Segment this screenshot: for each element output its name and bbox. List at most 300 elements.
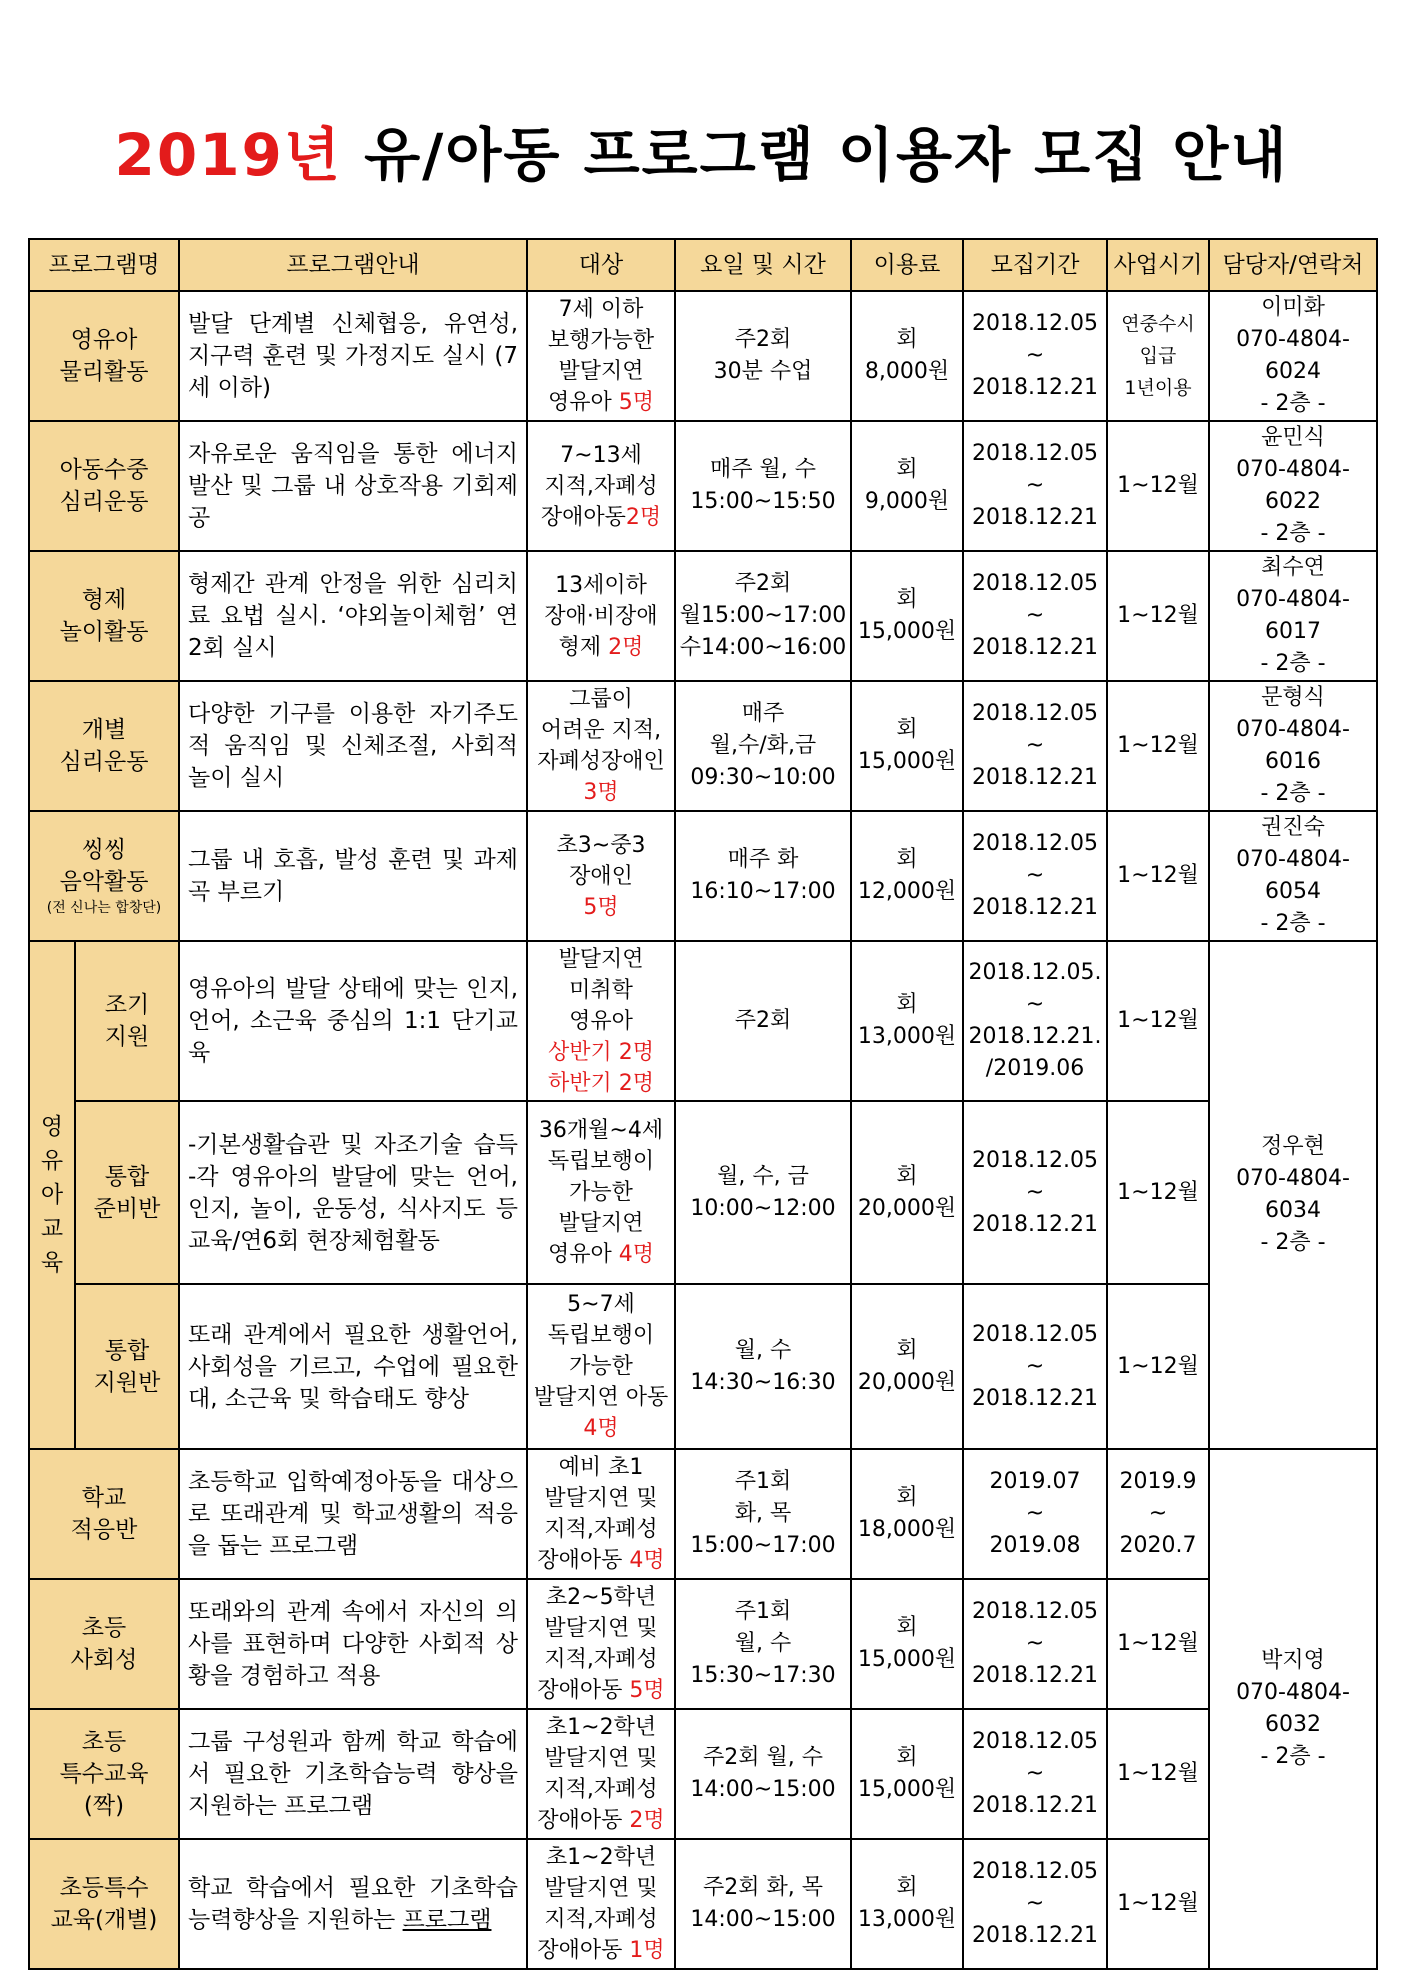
- target-line: 초1~2학년: [545, 1715, 657, 1740]
- schedule-line: 주1회: [734, 1599, 792, 1624]
- period-line: 2018.12.05: [972, 1729, 1098, 1754]
- contact-line: 이미화: [1261, 295, 1325, 320]
- target: [527, 551, 675, 681]
- recruit-period: [963, 421, 1107, 551]
- group-label-line: 아: [40, 1182, 64, 1208]
- contact-line: 권진숙: [1261, 815, 1325, 840]
- program-name-note: (전 신나는 합창단): [46, 900, 162, 916]
- fee-line: 회: [896, 717, 918, 742]
- period-line: 2018.12.21: [972, 635, 1098, 660]
- target-line: 지적,자폐성: [544, 1907, 658, 1932]
- period-line: 2018.12.21: [972, 1211, 1098, 1237]
- schedule-line: 15:00~15:50: [690, 489, 836, 514]
- target: [527, 1579, 675, 1709]
- schedule-line: 09:30~10:00: [690, 765, 836, 790]
- target: [527, 1839, 675, 1969]
- period-line: ~: [1025, 1631, 1045, 1656]
- target-group: 장애아동: [540, 504, 626, 530]
- schedule: [675, 941, 851, 1101]
- target-line: 7세 이하: [558, 297, 644, 322]
- program-description: [179, 1284, 527, 1449]
- recruit-period: [963, 1449, 1107, 1579]
- period-line: ~: [1025, 992, 1045, 1017]
- description-text: 발달 단계별 신체협응, 유연성, 지구력 훈련 및 가정지도 실시 (7세 이하): [188, 311, 518, 401]
- schedule-line: 화, 목: [734, 1501, 792, 1526]
- target: [527, 681, 675, 811]
- target: [527, 1284, 675, 1449]
- program-name-line: 개별: [81, 717, 127, 743]
- target-line: 독립보행이: [547, 1149, 655, 1174]
- description-text: 또래 관계에서 필요한 생활언어, 사회성을 기르고, 수업에 필요한 대, 소근육 및 학습태도 향상: [188, 1321, 518, 1412]
- business-period: [1107, 941, 1209, 1101]
- target-line: 초3~중3: [556, 832, 646, 858]
- target-line: 가능한: [569, 1354, 633, 1379]
- schedule-line: 15:00~17:00: [690, 1533, 836, 1558]
- fee-line: 회: [896, 847, 918, 872]
- target-line: 발달지연 및: [544, 1876, 658, 1901]
- program-name-line: 특수교육: [59, 1761, 149, 1787]
- description-text: 또래와의 관계 속에서 자신의 의사를 표현하며 다양한 사회적 상황을 경험하고 적용: [188, 1599, 518, 1689]
- period-line: ~: [1025, 343, 1045, 368]
- period-line: 2018.12.05: [972, 1321, 1098, 1347]
- recruit-period: [963, 681, 1107, 811]
- description-text: -기본생활습관 및 자조기술 습득 -각 영유아의 발달에 맞는 언어, 인지, 놀이, 운동성, 식사지도 등 교육/연6회 현장체험활동: [188, 1131, 518, 1254]
- program-description: [179, 551, 527, 681]
- period-line: 2019.07: [989, 1469, 1081, 1494]
- fee: [851, 1101, 963, 1284]
- target-count: 2명: [629, 1808, 665, 1833]
- period-line: ~: [1025, 1353, 1045, 1379]
- schedule-line: 주1회: [734, 1469, 792, 1494]
- fee-line: 회: [896, 587, 918, 612]
- target: [527, 1101, 675, 1284]
- schedule-line: 매주 화: [727, 847, 799, 872]
- period-line: 2018.12.21.: [968, 1024, 1102, 1049]
- program-name: [29, 551, 179, 681]
- group-label-line: 육: [40, 1250, 64, 1276]
- target-line: 7~13세: [560, 442, 642, 468]
- description-text: 초등학교 입학예정아동을 대상으로 또래관계 및 학교생활의 적응을 돕는 프로그램: [188, 1469, 518, 1559]
- contact-line: - 2층 -: [1260, 651, 1326, 676]
- table-row: [29, 941, 1377, 1101]
- contact-line: - 2층 -: [1260, 1230, 1326, 1255]
- table-row: [29, 1839, 1377, 1969]
- schedule-line: 매주 월, 수: [710, 457, 816, 482]
- schedule-line: 주2회: [734, 327, 792, 352]
- period-line: 2019.08: [989, 1533, 1081, 1558]
- recruit-period: [963, 1101, 1107, 1284]
- schedule-line: 14:00~15:00: [690, 1907, 836, 1932]
- contact-line: - 2층 -: [1260, 1744, 1326, 1769]
- schedule: [675, 291, 851, 421]
- target-line: 발달지연 및: [544, 1746, 658, 1771]
- recruit-period: [963, 941, 1107, 1101]
- season-line: 1~12월: [1117, 1761, 1199, 1786]
- period-line: 2018.12.05: [972, 831, 1098, 856]
- fee: [851, 421, 963, 551]
- fee-line: 20,000원: [857, 1195, 957, 1221]
- program-name-line: 초등: [81, 1729, 127, 1755]
- program-name: [75, 1101, 179, 1284]
- target-line: 지적,자폐성: [544, 1777, 658, 1802]
- contact-line: 070-4804-6022: [1236, 457, 1350, 514]
- period-line: 2018.12.21: [972, 1793, 1098, 1818]
- table-row: [29, 811, 1377, 941]
- target-count: 1명: [629, 1938, 665, 1963]
- target-count: 상반기 2명: [548, 1039, 654, 1065]
- program-name-line: 음악활동: [59, 869, 149, 895]
- period-line: ~: [1025, 733, 1045, 758]
- period-line: ~: [1025, 863, 1045, 888]
- period-line: 2018.12.05.: [968, 960, 1102, 985]
- program-name-line: 통합: [104, 1337, 150, 1364]
- period-line: 2018.12.21: [972, 1663, 1098, 1688]
- period-line: 2018.12.05: [972, 571, 1098, 596]
- fee: [851, 291, 963, 421]
- schedule-line: 30분 수업: [713, 359, 813, 384]
- target-count: 5명: [618, 390, 654, 415]
- season-line: 입급: [1139, 345, 1177, 367]
- table-row: [29, 1284, 1377, 1449]
- target-line: 발달지연 아동: [533, 1385, 669, 1410]
- program-description: [179, 1579, 527, 1709]
- contact-line: 박지영: [1261, 1648, 1325, 1673]
- target-line: 보행가능한: [547, 328, 655, 353]
- target-line: 가능한: [569, 1180, 633, 1205]
- schedule: [675, 1839, 851, 1969]
- target-line: 지적,자폐성: [544, 473, 658, 499]
- business-period: [1107, 1579, 1209, 1709]
- program-name: [75, 1284, 179, 1449]
- group-label-line: 영: [40, 1114, 64, 1140]
- contact-line: 070-4804-6032: [1236, 1680, 1350, 1737]
- program-name-line: 교육(개별): [50, 1907, 158, 1933]
- target-group: 영유아: [548, 1242, 619, 1267]
- recruit-period: [963, 1579, 1107, 1709]
- target: [527, 291, 675, 421]
- fee-line: 회: [896, 1745, 918, 1770]
- target-line: 발달지연: [558, 359, 644, 384]
- table-row: [29, 1101, 1377, 1284]
- program-name-line: 준비반: [93, 1195, 161, 1222]
- target-line: 발달지연: [558, 946, 644, 972]
- contact-line: 070-4804-6034: [1236, 1166, 1350, 1223]
- schedule: [675, 1709, 851, 1839]
- fee: [851, 1284, 963, 1449]
- target-group: 장애아동: [537, 1678, 630, 1703]
- period-line: 2018.12.05: [972, 1147, 1098, 1173]
- program-name: [29, 1839, 179, 1969]
- column-header: 담당자/연락처: [1209, 239, 1377, 291]
- business-period: [1107, 1101, 1209, 1284]
- schedule: [675, 1579, 851, 1709]
- fee-line: 18,000원: [857, 1517, 957, 1542]
- program-description: [179, 291, 527, 421]
- program-description: [179, 941, 527, 1101]
- program-name: [75, 941, 179, 1101]
- contact: [1209, 551, 1377, 681]
- schedule: [675, 551, 851, 681]
- schedule-line: 주2회: [734, 571, 792, 596]
- target: [527, 941, 675, 1101]
- target-count: 하반기 2명: [548, 1070, 654, 1096]
- fee: [851, 551, 963, 681]
- table-body: [29, 239, 1377, 1969]
- business-period: [1107, 811, 1209, 941]
- target-line: 어려운 지적,: [540, 718, 662, 743]
- target-line: 발달지연: [558, 1211, 644, 1236]
- contact-line: - 2층 -: [1260, 391, 1326, 416]
- table-row: [29, 681, 1377, 811]
- target-group: 장애아동: [537, 1938, 630, 1963]
- period-line: ~: [1025, 603, 1045, 628]
- program-name-line: 적응반: [70, 1517, 138, 1543]
- target-group: 장애아동: [537, 1808, 630, 1833]
- business-period: [1107, 1709, 1209, 1839]
- schedule-line: 월, 수: [734, 1337, 792, 1363]
- target: [527, 811, 675, 941]
- column-header: 사업시기: [1107, 239, 1209, 291]
- period-line: 2018.12.21: [972, 765, 1098, 790]
- target-line: 5~7세: [567, 1292, 635, 1317]
- contact: [1209, 681, 1377, 811]
- fee-line: 회: [896, 1615, 918, 1640]
- program-name-line: 초등특수: [59, 1875, 149, 1901]
- title-text: 유/아동 프로그램 이용자 모집 안내: [341, 121, 1289, 189]
- target-line: 발달지연 및: [544, 1616, 658, 1641]
- fee-line: 회: [896, 1337, 918, 1363]
- fee-line: 회: [896, 992, 918, 1017]
- schedule-line: 월, 수, 금: [717, 1163, 809, 1189]
- schedule-line: 주2회: [734, 1008, 792, 1033]
- target: [527, 1449, 675, 1579]
- period-line: 2018.12.21: [972, 1923, 1098, 1948]
- program-name-line: 놀이활동: [59, 619, 149, 645]
- business-period: [1107, 1284, 1209, 1449]
- period-line: 2018.12.05: [972, 1859, 1098, 1884]
- period-line: 2018.12.05: [972, 701, 1098, 726]
- schedule-line: 월, 수: [734, 1631, 792, 1656]
- program-name-line: 아동수중: [59, 457, 149, 483]
- period-line: 2018.12.21: [972, 1385, 1098, 1411]
- target-line: 독립보행이: [547, 1323, 655, 1348]
- target-count: 2명: [608, 634, 644, 660]
- schedule: [675, 1449, 851, 1579]
- period-line: 2018.12.21: [972, 505, 1098, 530]
- period-line: ~: [1025, 1891, 1045, 1916]
- contact-line: 070-4804-6017: [1236, 587, 1350, 644]
- target-line: 지적,자폐성: [544, 1647, 658, 1672]
- contact: [1209, 291, 1377, 421]
- season-line: 1~12월: [1117, 1631, 1199, 1656]
- recruit-period: [963, 291, 1107, 421]
- program-name: [29, 681, 179, 811]
- period-line: 2018.12.21: [972, 375, 1098, 400]
- program-name: [29, 1709, 179, 1839]
- schedule-line: 매주: [741, 701, 785, 726]
- program-name-line: 물리활동: [59, 359, 149, 385]
- period-line: ~: [1025, 1179, 1045, 1205]
- program-description: [179, 1709, 527, 1839]
- recruit-period: [963, 1709, 1107, 1839]
- target-count: 3명: [583, 780, 619, 805]
- program-name-line: 영유아: [70, 327, 138, 353]
- fee-line: 15,000원: [857, 619, 957, 644]
- target-count: 2명: [625, 504, 662, 530]
- target-count: 4명: [629, 1548, 665, 1573]
- fee: [851, 1709, 963, 1839]
- target-group: 형제: [558, 634, 609, 660]
- program-name-line: 지원: [104, 1024, 150, 1050]
- program-name-line: (짝): [83, 1793, 125, 1819]
- target-group: 영유아: [548, 390, 619, 415]
- period-line: 2018.12.05: [972, 311, 1098, 336]
- program-table: [28, 238, 1378, 1970]
- target-count: 4명: [618, 1242, 654, 1267]
- period-line: ~: [1025, 473, 1045, 498]
- season-line: 1~12월: [1117, 733, 1199, 758]
- program-description: [179, 1839, 527, 1969]
- business-period: [1107, 421, 1209, 551]
- fee-line: 15,000원: [857, 1647, 957, 1672]
- program-description: [179, 421, 527, 551]
- schedule-line: 월15:00~17:00: [679, 603, 847, 628]
- group-label: [29, 941, 75, 1449]
- contact-line: 정우현: [1261, 1134, 1325, 1159]
- fee-line: 15,000원: [857, 749, 957, 774]
- recruit-period: [963, 1284, 1107, 1449]
- contact: [1209, 421, 1377, 551]
- program-description: [179, 1101, 527, 1284]
- contact-line: 070-4804-6024: [1236, 327, 1350, 384]
- schedule: [675, 1101, 851, 1284]
- schedule-line: 주2회 화, 목: [703, 1875, 823, 1900]
- fee-line: 8,000원: [864, 359, 950, 384]
- column-header: 요일 및 시간: [675, 239, 851, 291]
- fee-line: 9,000원: [864, 489, 950, 514]
- description-text: 다양한 기구를 이용한 자기주도적 움직임 및 신체조절, 사회적 놀이 실시: [188, 701, 518, 791]
- business-period: [1107, 1839, 1209, 1969]
- program-name-line: 통합: [104, 1163, 150, 1190]
- fee: [851, 1579, 963, 1709]
- program-description: [179, 681, 527, 811]
- business-period: [1107, 551, 1209, 681]
- program-name-line: 초등: [81, 1615, 127, 1641]
- fee-line: 회: [896, 457, 918, 482]
- target-group: 장애아동: [537, 1548, 630, 1573]
- period-line: 2018.12.05: [972, 441, 1098, 466]
- target-line: 발달지연 및: [544, 1486, 658, 1511]
- description-text: 형제간 관계 안정을 위한 심리치료 요법 실시. ‘야외놀이체험’ 연2회 실시: [188, 571, 518, 661]
- target-count: 5명: [583, 894, 619, 920]
- season-line: 2020.7: [1119, 1533, 1197, 1558]
- recruit-period: [963, 1839, 1107, 1969]
- column-header: 프로그램안내: [179, 239, 527, 291]
- program-name: [29, 1579, 179, 1709]
- fee: [851, 681, 963, 811]
- contact-line: - 2층 -: [1260, 781, 1326, 806]
- program-name-line: 씽씽: [81, 837, 127, 863]
- period-line: /2019.06: [985, 1056, 1085, 1081]
- period-line: ~: [1025, 1501, 1045, 1526]
- target-line: 초1~2학년: [545, 1845, 657, 1870]
- contact-line: 070-4804-6016: [1236, 717, 1350, 774]
- schedule: [675, 681, 851, 811]
- description-text: 학교 학습에서 필요한 기초학습능력향상을 지원하는: [188, 1875, 518, 1933]
- season-line: 1~12월: [1117, 473, 1199, 498]
- schedule: [675, 1284, 851, 1449]
- target-line: 그룹이: [569, 687, 633, 712]
- fee-line: 13,000원: [857, 1024, 957, 1049]
- fee-line: 12,000원: [857, 879, 957, 904]
- schedule-line: 15:30~17:30: [690, 1663, 836, 1688]
- table-row: [29, 421, 1377, 551]
- period-line: ~: [1025, 1761, 1045, 1786]
- description-text: 영유아의 발달 상태에 맞는 인지, 언어, 소근육 중심의 1:1 단기교육: [188, 976, 518, 1066]
- description-text: 그룹 구성원과 함께 학교 학습에서 필요한 기초학습능력 향상을 지원하는 프로그램: [188, 1729, 518, 1819]
- contact-line: - 2층 -: [1260, 911, 1326, 936]
- fee-line: 13,000원: [857, 1907, 957, 1932]
- schedule-line: 14:30~16:30: [690, 1369, 836, 1395]
- fee-line: 20,000원: [857, 1369, 957, 1395]
- target-line: 장애·비장애: [544, 603, 658, 629]
- season-line: 1~12월: [1117, 603, 1199, 628]
- fee-line: 회: [896, 1485, 918, 1510]
- program-name-line: 사회성: [70, 1647, 138, 1673]
- column-header: 이용료: [851, 239, 963, 291]
- group-label-line: 교: [40, 1216, 64, 1242]
- contact: [1209, 941, 1377, 1449]
- program-name: [29, 811, 179, 941]
- business-period: [1107, 681, 1209, 811]
- recruit-period: [963, 551, 1107, 681]
- target-line: 장애인: [569, 863, 633, 889]
- target-line: 예비 초1: [558, 1455, 644, 1480]
- fee: [851, 811, 963, 941]
- column-header: 프로그램명: [29, 239, 179, 291]
- contact-line: 070-4804-6054: [1236, 847, 1350, 904]
- schedule-line: 수14:00~16:00: [679, 635, 847, 660]
- program-name-line: 조기: [104, 992, 150, 1018]
- schedule-line: 16:10~17:00: [690, 879, 836, 904]
- program-name-line: 학교: [81, 1485, 127, 1511]
- fee-line: 회: [896, 327, 918, 352]
- program-name: [29, 1449, 179, 1579]
- contact-line: 윤민식: [1261, 425, 1325, 450]
- business-period: [1107, 1449, 1209, 1579]
- fee-line: 15,000원: [857, 1777, 957, 1802]
- schedule: [675, 811, 851, 941]
- schedule-line: 10:00~12:00: [690, 1195, 836, 1221]
- fee: [851, 1839, 963, 1969]
- target-line: 영유아: [569, 1008, 633, 1034]
- header-row: [29, 239, 1377, 291]
- schedule-line: 주2회 월, 수: [703, 1745, 823, 1770]
- contact: [1209, 1449, 1377, 1969]
- table-row: [29, 291, 1377, 421]
- program-name-line: 심리운동: [59, 489, 149, 515]
- target-count: 4명: [583, 1416, 619, 1441]
- fee-line: 회: [896, 1163, 918, 1189]
- fee-line: 회: [896, 1875, 918, 1900]
- season-line: 연중수시: [1121, 313, 1195, 335]
- schedule-line: 월,수/화,금: [709, 733, 817, 758]
- target-line: 36개월~4세: [538, 1118, 664, 1143]
- schedule-line: 14:00~15:00: [690, 1777, 836, 1802]
- season-line: 1~12월: [1117, 863, 1199, 888]
- table-row: [29, 1449, 1377, 1579]
- business-period: [1107, 291, 1209, 421]
